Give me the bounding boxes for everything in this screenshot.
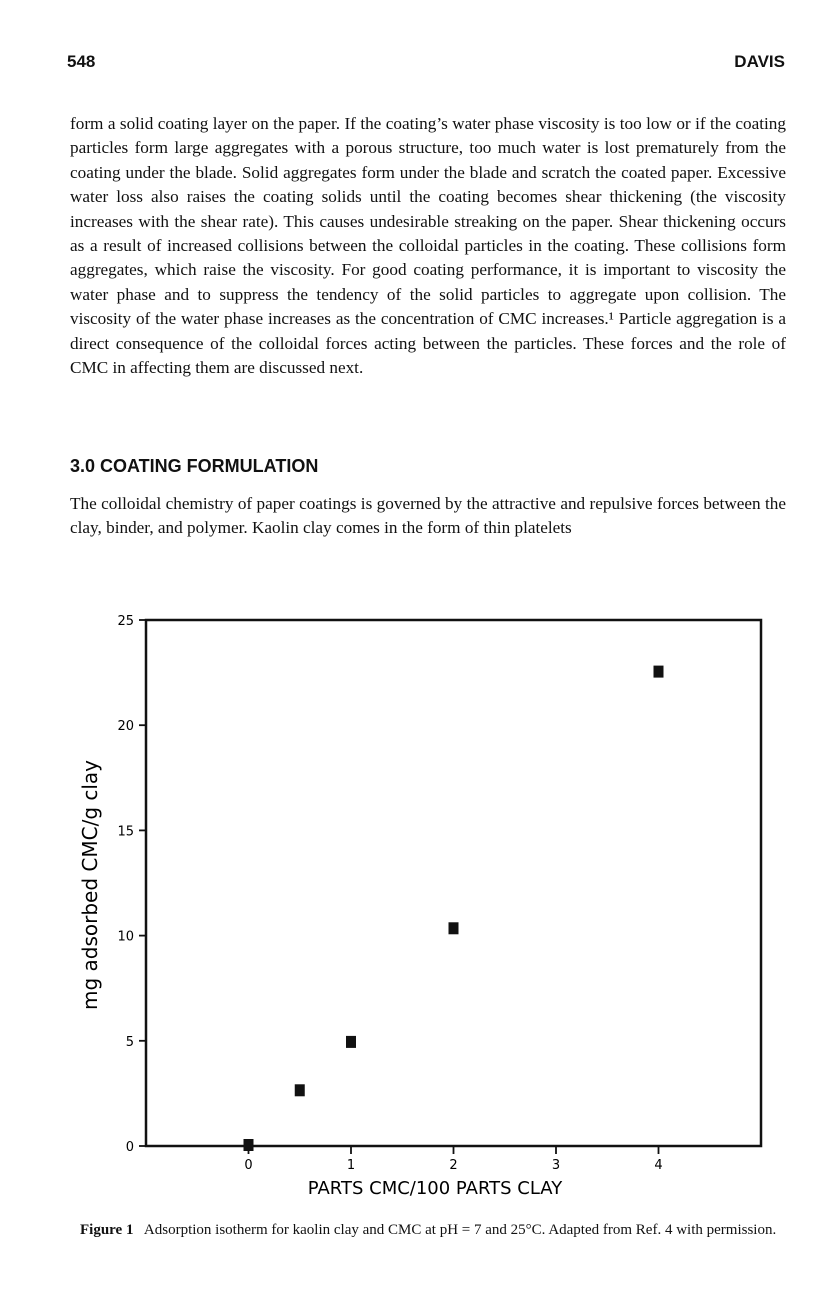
y-tick-label: 15 bbox=[117, 824, 134, 840]
x-tick-label: 0 bbox=[244, 1158, 253, 1173]
x-tick-label: 3 bbox=[551, 1158, 561, 1173]
x-tick-label: 4 bbox=[654, 1158, 663, 1173]
body-paragraph-1: form a solid coating layer on the paper. If the coating’s water phase viscosity is too low or if the coating particles form large aggregates with a porous structure, too much water is lost prematurely from the coating under the blade. Solid aggregates form under the blade and scratch the coated paper. Excessive water loss also raises the coating solids until the coating becomes shear thickening (the viscosity increases with the shear rate). This causes undesirable streaking on the paper. Shear thickening occurs as a result of increased collisions between the colloidal particles in the coating. These collisions form aggregates, which raise the viscosity. For good coating performance, it is important to viscosity the water phase and to suppress the tendency of the solid particles to aggregate upon collision. The viscosity of the water phase increases as the concentration of CMC increases.¹ Particle aggregation is a direct consequence of the colloidal forces acting between the particles. These forces and the role of CMC in affecting them are discussed next. bbox=[70, 114, 786, 378]
figure-caption bbox=[80, 1220, 800, 1240]
y-tick-label: 25 bbox=[117, 614, 134, 629]
y-tick-label: 10 bbox=[117, 929, 134, 945]
x-tick-label: 1 bbox=[346, 1158, 356, 1173]
body-paragraph-2: The colloidal chemistry of paper coatings is governed by the attractive and repulsive forces between the clay, binder, and polymer. Kaolin clay comes in the form of thin platelets bbox=[70, 494, 786, 538]
data-point bbox=[244, 1139, 254, 1151]
data-point bbox=[654, 666, 664, 678]
plot-frame bbox=[146, 620, 761, 1146]
y-axis-label: mg adsorbed CMC/g clay bbox=[78, 759, 102, 1011]
section-heading: 3.0 COATING FORMULATION bbox=[70, 456, 319, 476]
data-points bbox=[244, 666, 664, 1151]
x-tick-label: 2 bbox=[449, 1158, 458, 1173]
x-axis-ticks bbox=[244, 1146, 662, 1173]
running-head-author: DAVIS bbox=[734, 52, 785, 71]
data-point bbox=[295, 1084, 305, 1096]
page-header bbox=[67, 50, 785, 78]
y-axis-ticks bbox=[117, 614, 146, 1155]
y-tick-label: 5 bbox=[125, 1034, 134, 1050]
adsorption-chart bbox=[60, 600, 780, 1205]
x-axis-label: PARTS CMC/100 PARTS CLAY bbox=[307, 1178, 563, 1199]
y-tick-label: 20 bbox=[117, 719, 134, 735]
page-number: 548 bbox=[67, 52, 96, 71]
data-point bbox=[449, 922, 459, 934]
data-point bbox=[346, 1036, 356, 1048]
y-tick-label: 0 bbox=[125, 1140, 134, 1155]
figure-caption-label: Figure 1 bbox=[80, 1222, 134, 1238]
figure-caption-text: Adsorption isotherm for kaolin clay and CMC at pH = 7 and 25°C. Adapted from Ref. 4 with permission. bbox=[143, 1222, 777, 1238]
figure-1 bbox=[60, 600, 780, 1205]
